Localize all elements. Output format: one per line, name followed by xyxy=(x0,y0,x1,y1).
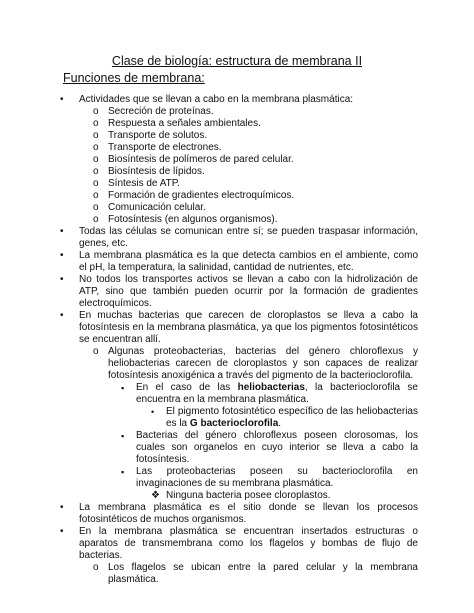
sub-list-item xyxy=(93,190,418,202)
list-item xyxy=(60,250,418,274)
bullet-marker: • xyxy=(60,94,64,105)
bold-term: heliobacterias xyxy=(237,382,305,393)
text-run: , la bacterioclorofila se encuentra en la membrana plasmática. xyxy=(136,382,418,405)
circle-marker: o xyxy=(93,130,99,141)
bullet-marker: • xyxy=(60,250,64,261)
sub-list-item-text: Secreción de proteínas. xyxy=(108,106,214,117)
sub-list-item xyxy=(93,142,418,154)
text-run: En el caso de las xyxy=(136,382,238,393)
circle-marker: o xyxy=(93,178,99,189)
sub-list-item xyxy=(93,202,418,214)
circle-marker: o xyxy=(93,562,99,573)
sub-list-item-text: Transporte de solutos. xyxy=(108,130,208,141)
level4-list-item xyxy=(151,406,418,430)
list-item-text: En la membrana plasmática se encuentran insertados estructuras o aparatos de transmembrana como los flagelos y bombas de flujo de bacterias. xyxy=(79,526,418,561)
list-item xyxy=(60,502,418,526)
sub-list-item xyxy=(93,178,418,190)
sub-list-item-text: Algunas proteobacterias, bacterias del género chloroflexus y heliobacterias carecen de cloroplastos y son capaces de realizar fotosíntesis anoxigénica a través del pigmento de la bacterioclorofila. xyxy=(108,346,418,381)
sub-list-item xyxy=(93,118,418,130)
list-item-text: La membrana plasmática es la que detecta cambios en el ambiente, como el pH, la temperatura, la salinidad, cantidad de nutrientes, etc. xyxy=(79,250,418,273)
sub-list-item xyxy=(93,214,418,226)
sub-sub-list-item-text: Las proteobacterias poseen su bacterioclorofila en invaginaciones de su membrana plasmática. xyxy=(136,466,418,489)
sub-list-item xyxy=(93,106,418,118)
text-run: . xyxy=(278,418,282,429)
list-item xyxy=(60,310,418,346)
bullet-marker: • xyxy=(60,274,64,285)
list-item xyxy=(60,226,418,250)
sub-list-item-text: Fotosíntesis (en algunos organismos). xyxy=(108,214,278,225)
bullet-marker: • xyxy=(60,502,64,513)
circle-marker: o xyxy=(93,214,99,225)
text-run: El pigmento fotosintético específico de las heliobacterias es la xyxy=(166,406,418,429)
bold-term: G bacterioclorofila xyxy=(189,418,279,429)
list-item-text: Actividades que se llevan a cabo en la membrana plasmática: xyxy=(79,94,354,105)
sub-list-item-text: Biosíntesis de lípidos. xyxy=(108,166,205,177)
sub-sub-list-item xyxy=(121,466,418,490)
sub-list-item-text: Formación de gradientes electroquímicos. xyxy=(108,190,295,201)
diamond-list-item-text: Ninguna bacteria posee cloroplastos. xyxy=(166,490,331,501)
sub-list-item xyxy=(93,562,418,586)
square-marker: ▪ xyxy=(121,467,125,477)
list-item xyxy=(60,526,418,562)
circle-marker: o xyxy=(93,106,99,117)
sub-sub-list-item-text xyxy=(136,382,418,406)
section-heading: Funciones de membrana: xyxy=(63,71,205,85)
diamond-list-item xyxy=(151,490,418,502)
sub-list-item xyxy=(93,154,418,166)
circle-marker: o xyxy=(93,166,99,177)
sub-list-item xyxy=(93,130,418,142)
list-item-text: No todos los transportes activos se llevan a cabo con la hidrolización de ATP, sino que también pueden ocurrir por la formación de gradientes electroquímicos. xyxy=(79,274,418,309)
circle-marker: o xyxy=(93,142,99,153)
circle-marker: o xyxy=(93,346,99,357)
bullet-marker: • xyxy=(60,226,64,237)
bullet-marker: • xyxy=(60,526,64,537)
list-item xyxy=(60,94,418,106)
sub-list-item xyxy=(93,166,418,178)
sub-list-item-text: Los flagelos se ubican entre la pared celular y la membrana plasmática. xyxy=(108,562,418,585)
list-item-text: La membrana plasmática es el sitio donde se llevan los procesos fotosintéticos de muchos organismos. xyxy=(79,502,418,525)
sub-sub-list-item-text: Bacterias del género chloroflexus poseen clorosomas, los cuales son organelos en cuyo interior se lleva a cabo la fotosíntesis. xyxy=(136,430,418,465)
bullet-list xyxy=(0,94,474,586)
sub-sub-list-item xyxy=(121,382,418,406)
circle-marker: o xyxy=(93,202,99,213)
list-item-text: En muchas bacterias que carecen de cloroplastos se lleva a cabo la fotosíntesis en la membrana plasmática, ya que los pigmentos fotosintéticos se encuentran allí. xyxy=(79,310,418,345)
document-title: Clase de biología: estructura de membrana II xyxy=(111,54,363,68)
circle-marker: o xyxy=(93,154,99,165)
sub-list-item-text: Comunicación celular. xyxy=(108,202,206,213)
bullet-marker: • xyxy=(151,407,155,417)
square-marker: ▪ xyxy=(121,431,125,441)
sub-list-item-text: Biosíntesis de polímeros de pared celular. xyxy=(108,154,294,165)
square-marker: ▪ xyxy=(121,383,125,393)
sub-list-item xyxy=(93,346,418,382)
sub-sub-list-item xyxy=(121,430,418,466)
bullet-marker: • xyxy=(60,310,64,321)
list-item xyxy=(60,274,418,310)
level4-list-item-text xyxy=(166,406,418,430)
sub-list-item-text: Respuesta a señales ambientales. xyxy=(108,118,261,129)
circle-marker: o xyxy=(93,118,99,129)
sub-list-item-text: Transporte de electrones. xyxy=(108,142,222,153)
list-item-text: Todas las células se comunican entre sí; se pueden traspasar información, genes, etc. xyxy=(79,226,418,249)
sub-list-item-text: Síntesis de ATP. xyxy=(108,178,180,189)
diamond-marker: ❖ xyxy=(151,490,160,501)
circle-marker: o xyxy=(93,190,99,201)
